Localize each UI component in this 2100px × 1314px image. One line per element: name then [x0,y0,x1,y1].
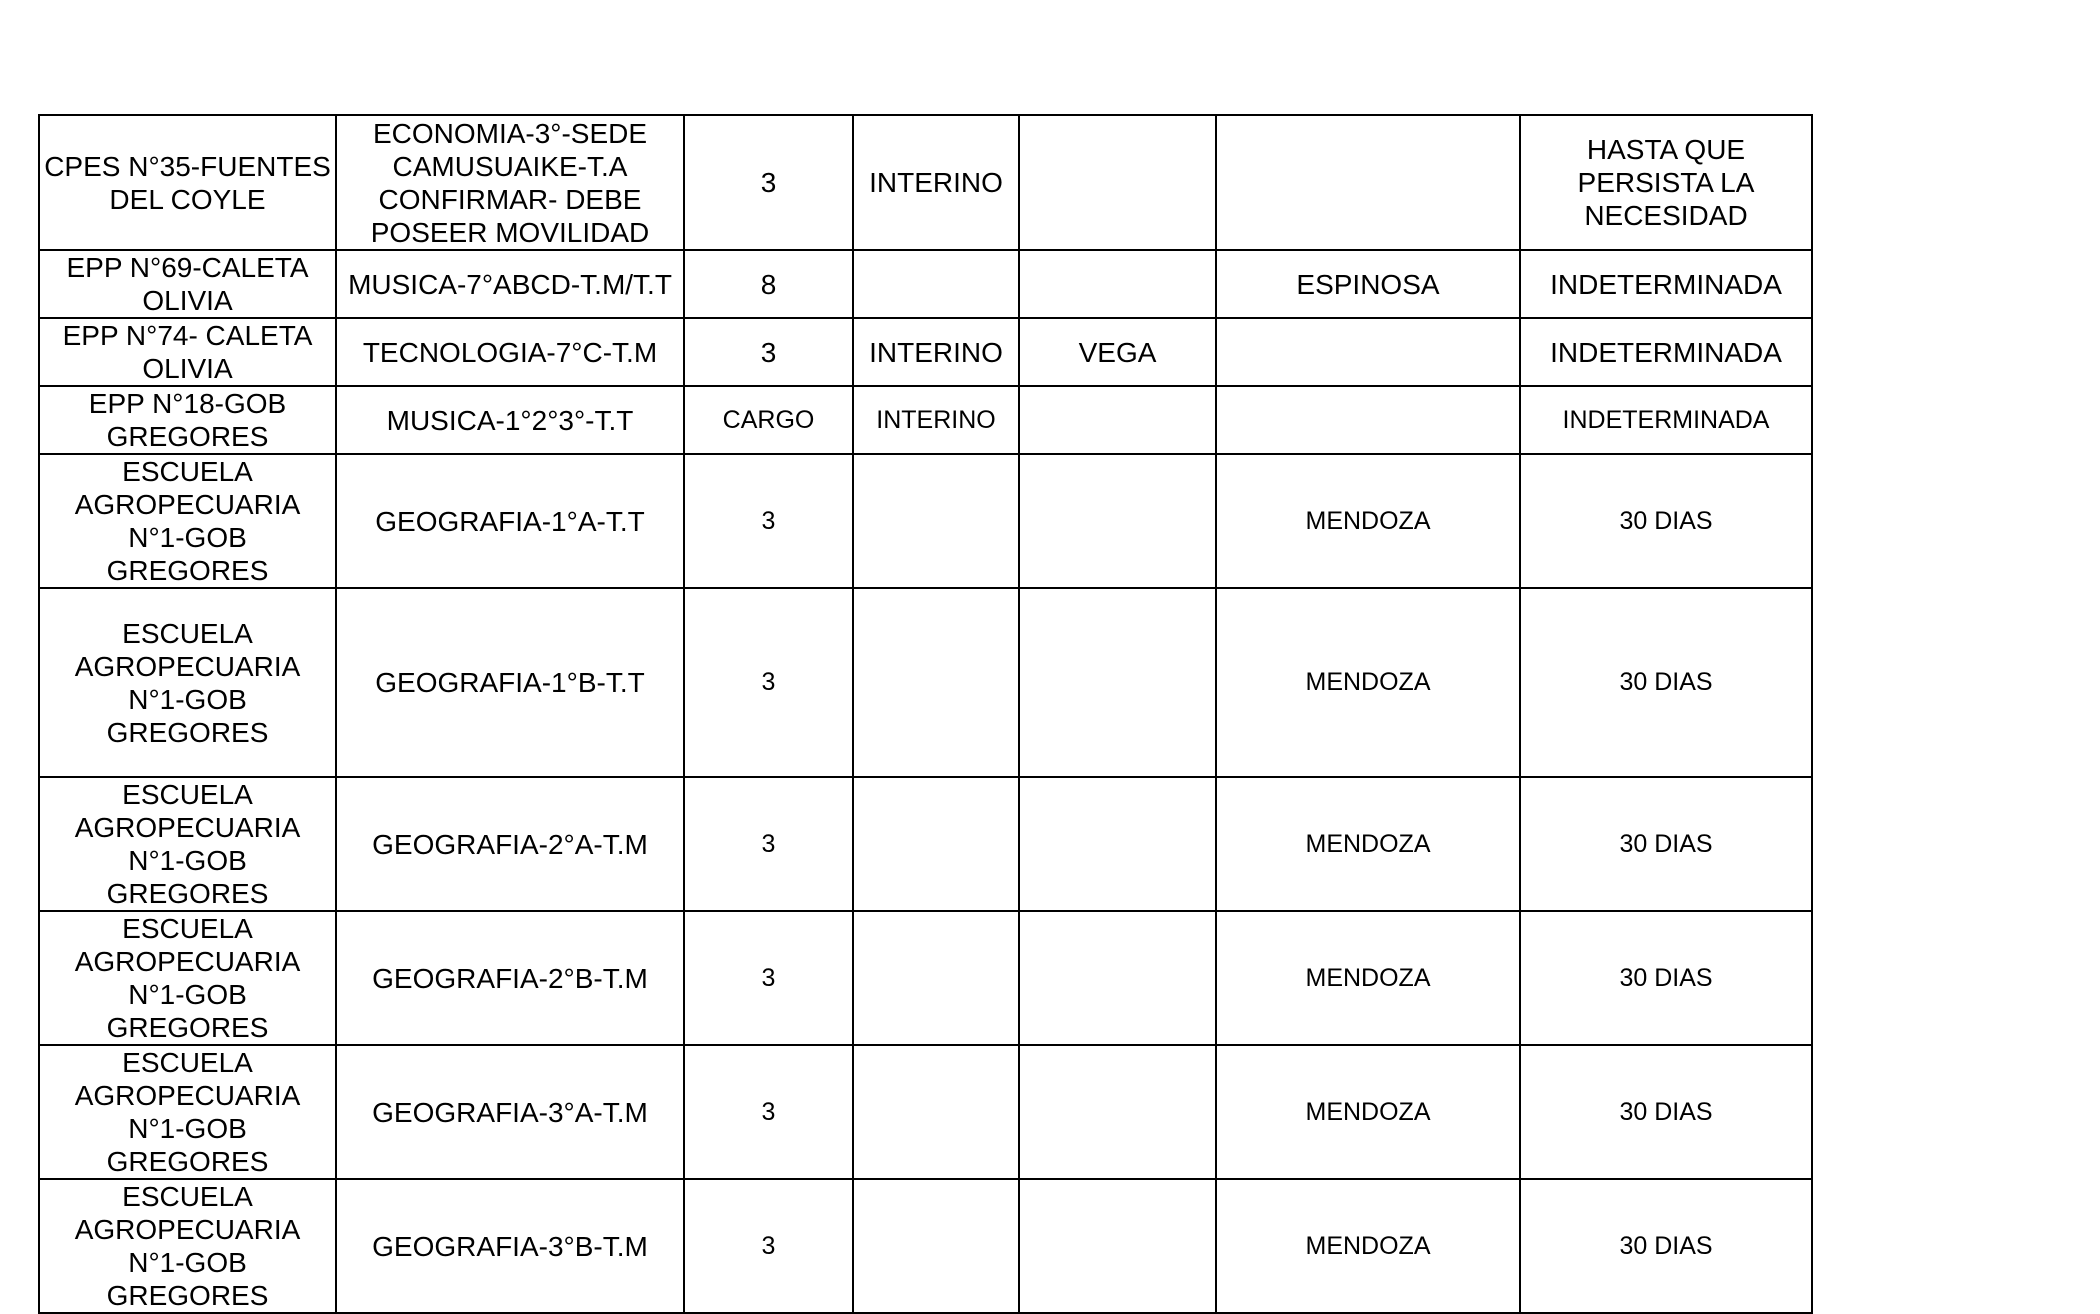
subject-cell: GEOGRAFIA-3°B-T.M [336,1179,684,1313]
school-cell: ESCUELA AGROPECUARIA N°1-GOB GREGORES [39,588,336,777]
school-cell: ESCUELA AGROPECUARIA N°1-GOB GREGORES [39,777,336,911]
subject-cell: GEOGRAFIA-2°A-T.M [336,777,684,911]
holder-cell [1019,115,1216,250]
status-cell [853,1179,1019,1313]
duration-cell: INDETERMINADA [1520,318,1812,386]
status-cell [853,1045,1019,1179]
status-cell [853,911,1019,1045]
hours-cell: CARGO [684,386,853,454]
duration-cell: INDETERMINADA [1520,386,1812,454]
hours-cell: 3 [684,454,853,588]
hours-cell: 8 [684,250,853,318]
replacement-cell: MENDOZA [1216,1179,1520,1313]
table-row [39,911,1812,1045]
hours-cell: 3 [684,588,853,777]
table-row [39,1179,1812,1313]
subject-cell: GEOGRAFIA-2°B-T.M [336,911,684,1045]
holder-cell: VEGA [1019,318,1216,386]
subject-cell: GEOGRAFIA-1°A-T.T [336,454,684,588]
school-cell: EPP N°18-GOB GREGORES [39,386,336,454]
status-cell: INTERINO [853,386,1019,454]
status-cell: INTERINO [853,115,1019,250]
duration-cell: 30 DIAS [1520,1179,1812,1313]
replacement-cell: ESPINOSA [1216,250,1520,318]
table-row [39,386,1812,454]
status-cell: INTERINO [853,318,1019,386]
replacement-cell: MENDOZA [1216,1045,1520,1179]
holder-cell [1019,911,1216,1045]
replacement-cell: MENDOZA [1216,911,1520,1045]
hours-cell: 3 [684,115,853,250]
school-cell: ESCUELA AGROPECUARIA N°1-GOB GREGORES [39,1045,336,1179]
school-cell: ESCUELA AGROPECUARIA N°1-GOB GREGORES [39,911,336,1045]
hours-cell: 3 [684,911,853,1045]
replacement-cell: MENDOZA [1216,777,1520,911]
duration-cell: HASTA QUE PERSISTA LA NECESIDAD [1520,115,1812,250]
table-row [39,1045,1812,1179]
table-row [39,588,1812,777]
status-cell [853,454,1019,588]
subject-cell: MUSICA-7°ABCD-T.M/T.T [336,250,684,318]
school-cell: EPP N°69-CALETA OLIVIA [39,250,336,318]
replacement-cell [1216,386,1520,454]
school-cell: CPES N°35-FUENTES DEL COYLE [39,115,336,250]
holder-cell [1019,250,1216,318]
duration-cell: 30 DIAS [1520,911,1812,1045]
status-cell [853,250,1019,318]
replacement-cell [1216,318,1520,386]
subject-cell: TECNOLOGIA-7°C-T.M [336,318,684,386]
table-row [39,777,1812,911]
vacancy-table [38,114,1813,1314]
status-cell [853,588,1019,777]
replacement-cell [1216,115,1520,250]
table-row [39,115,1812,250]
duration-cell: INDETERMINADA [1520,250,1812,318]
duration-cell: 30 DIAS [1520,588,1812,777]
hours-cell: 3 [684,1045,853,1179]
holder-cell [1019,1179,1216,1313]
holder-cell [1019,777,1216,911]
subject-cell: MUSICA-1°2°3°-T.T [336,386,684,454]
duration-cell: 30 DIAS [1520,777,1812,911]
holder-cell [1019,454,1216,588]
subject-cell: ECONOMIA-3°-SEDE CAMUSUAIKE-T.A CONFIRMAR- DEBE POSEER MOVILIDAD [336,115,684,250]
school-cell: ESCUELA AGROPECUARIA N°1-GOB GREGORES [39,454,336,588]
holder-cell [1019,588,1216,777]
table-row [39,250,1812,318]
duration-cell: 30 DIAS [1520,1045,1812,1179]
replacement-cell: MENDOZA [1216,588,1520,777]
subject-cell: GEOGRAFIA-3°A-T.M [336,1045,684,1179]
table-row [39,454,1812,588]
holder-cell [1019,1045,1216,1179]
status-cell [853,777,1019,911]
subject-cell: GEOGRAFIA-1°B-T.T [336,588,684,777]
duration-cell: 30 DIAS [1520,454,1812,588]
hours-cell: 3 [684,1179,853,1313]
school-cell: EPP N°74- CALETA OLIVIA [39,318,336,386]
hours-cell: 3 [684,318,853,386]
table-row [39,318,1812,386]
hours-cell: 3 [684,777,853,911]
school-cell: ESCUELA AGROPECUARIA N°1-GOB GREGORES [39,1179,336,1313]
holder-cell [1019,386,1216,454]
replacement-cell: MENDOZA [1216,454,1520,588]
